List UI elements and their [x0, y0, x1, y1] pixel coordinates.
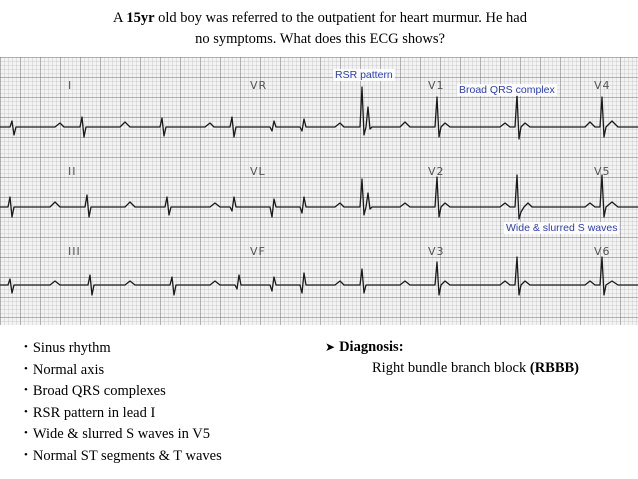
lead-label-II: II: [68, 165, 77, 178]
ecg-traces: [0, 57, 638, 325]
diagnosis-abbr: (RBBB): [529, 359, 580, 376]
lead-label-V3: V3: [428, 245, 445, 258]
lead-label-V4: V4: [594, 79, 611, 92]
findings-list: [24, 337, 222, 466]
question-line2: no symptoms. What does this ECG shows?: [195, 31, 445, 47]
lead-label-V5: V5: [594, 165, 611, 178]
question-line1-rest: old boy was referred to the outpatient for heart murmur. He had: [154, 10, 527, 26]
diagnosis-text: Right bundle branch block: [372, 359, 530, 376]
arrow-bullet-icon: ➤: [325, 340, 336, 354]
finding-item: • Normal axis: [24, 359, 222, 381]
finding-item: • Sinus rhythm: [24, 337, 222, 359]
finding-item: • Normal ST segments & T waves: [24, 445, 222, 467]
lead-label-V6: V6: [594, 245, 611, 258]
lead-label-VL: VL: [250, 165, 266, 178]
patient-age: 15yr: [126, 10, 155, 26]
trace-row-3: [0, 257, 638, 295]
diagnosis-block: [325, 337, 579, 378]
lead-label-I: I: [68, 79, 73, 92]
lead-label-V1: V1: [428, 79, 445, 92]
diagnosis-heading: Diagnosis:: [339, 339, 404, 355]
question-prefix: A: [113, 10, 127, 26]
lead-label-V2: V2: [428, 165, 445, 178]
annotation-broad-qrs: Broad QRS complex: [459, 84, 555, 96]
ecg-tracing: [0, 57, 638, 325]
lead-label-VF: VF: [250, 245, 266, 258]
finding-item: • RSR pattern in lead I: [24, 402, 222, 424]
finding-item: • Wide & slurred S waves in V5: [24, 423, 222, 445]
lead-label-VR: VR: [250, 79, 268, 92]
lead-label-III: III: [68, 245, 81, 258]
trace-row-2: [0, 175, 638, 219]
question-title: [40, 8, 600, 50]
annotation-rsr-pattern: RSR pattern: [335, 69, 393, 81]
annotation-wide-s-waves: Wide & slurred S waves: [506, 222, 618, 234]
finding-item: • Broad QRS complexes: [24, 380, 222, 402]
